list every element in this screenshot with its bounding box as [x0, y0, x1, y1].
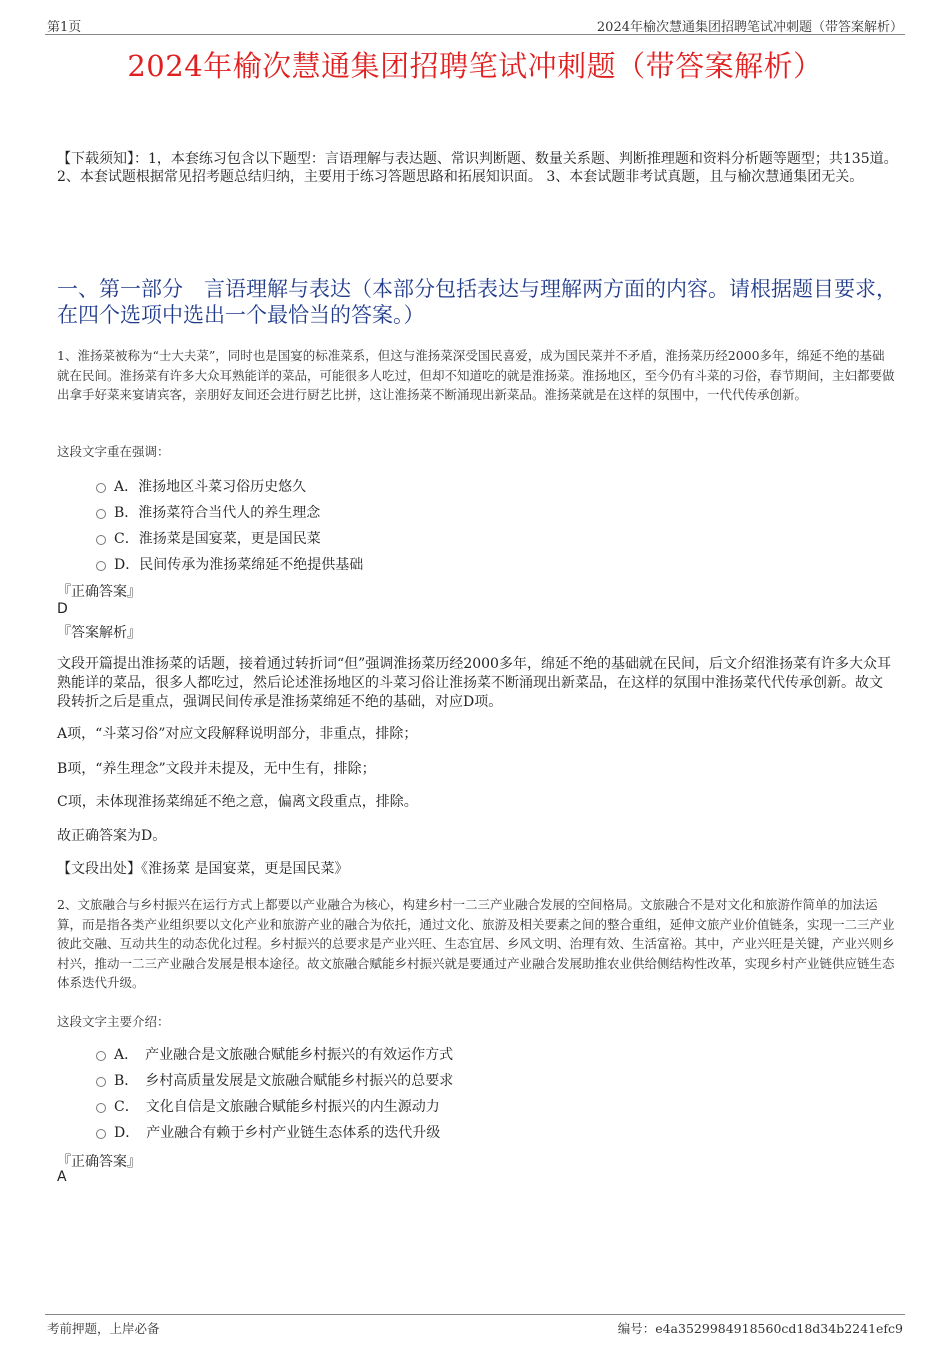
- q1-note-a: A项，“斗菜习俗”对应文段解释说明部分，非重点，排除；: [57, 726, 418, 742]
- radio-icon[interactable]: [96, 1103, 106, 1113]
- q1-option-d[interactable]: [96, 554, 363, 574]
- q2-answer: A: [57, 1169, 67, 1185]
- q2-option-b[interactable]: [96, 1070, 453, 1090]
- q2-option-a-label: A． 产业融合是文旅融合赋能乡村振兴的有效运作方式: [114, 1047, 454, 1063]
- footer-serial: 编号：e4a3529984918560cd18d34b2241efc9: [617, 1321, 903, 1336]
- radio-icon[interactable]: [96, 561, 106, 571]
- question-1-text: 1、淮扬菜被称为“士大夫菜”，同时也是国宴的标准菜系，但这与淮扬菜深受国民喜爱，成为国民菜并不矛盾，淮扬菜历经2000多年，绵延不绝的基础就在民间。淮扬菜有许多大众耳熟能详的菜品，可能很多人吃过，但却不知道吃的就是淮扬菜。淮扬地区，至今仍有斗菜的习俗，春节期间，主妇都要做出拿手好菜来宴请宾客，亲朋好友间还会进行厨艺比拼，这让淮扬菜不断涌现出新菜品。淮扬菜就是在这样的氛围中，一代代传承创新。: [57, 348, 895, 402]
- q1-option-a[interactable]: [96, 476, 306, 496]
- radio-icon[interactable]: [96, 1077, 106, 1087]
- page-footer: [45, 1314, 905, 1337]
- q2-option-d[interactable]: [96, 1122, 440, 1142]
- radio-icon[interactable]: [96, 1129, 106, 1139]
- footer-slogan: 考前押题，上岸必备: [47, 1321, 160, 1336]
- q1-option-d-label: D．民间传承为淮扬菜绵延不绝提供基础: [114, 557, 364, 573]
- q2-option-c-label: C． 文化自信是文旅融合赋能乡村振兴的内生源动力: [114, 1099, 440, 1115]
- q2-option-c[interactable]: [96, 1096, 440, 1116]
- download-notice: 【下载须知】：1，本套练习包含以下题型：言语理解与表达题、常识判断题、数量关系题、判断推理题和资料分析题等题型；共135道。 2、本套试题根据常见招考题总结归纳，主要用于练习答题思路和拓展知识面。 3、本套试题非考试真题，且与榆次慧通集团无关。: [57, 151, 898, 185]
- q1-answer-label: 『正确答案』: [57, 584, 141, 600]
- q1-analysis-label: 『答案解析』: [57, 625, 141, 641]
- question-1-prompt: 这段文字重在强调：: [57, 444, 170, 459]
- q1-note-b: B项，“养生理念”文段并未提及，无中生有，排除；: [57, 761, 376, 777]
- question-2-prompt: 这段文字主要介绍：: [57, 1014, 170, 1029]
- q2-option-a[interactable]: [96, 1044, 453, 1064]
- q1-option-b-label: B．淮扬菜符合当代人的养生理念: [114, 505, 321, 521]
- radio-icon[interactable]: [96, 535, 106, 545]
- q1-option-c[interactable]: [96, 528, 321, 548]
- q2-answer-label: 『正确答案』: [57, 1154, 141, 1170]
- q1-conclusion: 故正确答案为D。: [57, 828, 167, 844]
- section-heading: 一、第一部分 言语理解与表达（本部分包括表达与理解两方面的内容。请根据题目要求，在四个选项中选出一个最恰当的答案。）: [57, 277, 897, 327]
- radio-icon[interactable]: [96, 1051, 106, 1061]
- page-number: 第1页: [47, 20, 82, 35]
- q1-source: 【文段出处】《淮扬菜 是国宴菜，更是国民菜》: [57, 861, 349, 877]
- page-header: [45, 14, 905, 35]
- q1-option-c-label: C．淮扬菜是国宴菜，更是国民菜: [114, 531, 321, 547]
- radio-icon[interactable]: [96, 483, 106, 493]
- q1-option-b[interactable]: [96, 502, 320, 522]
- q1-note-c: C项，未体现淮扬菜绵延不绝之意，偏离文段重点，排除。: [57, 794, 418, 810]
- header-doc-title: 2024年榆次慧通集团招聘笔试冲刺题（带答案解析）: [596, 20, 903, 35]
- q2-option-d-label: D． 产业融合有赖于乡村产业链生态体系的迭代升级: [114, 1125, 441, 1141]
- radio-icon[interactable]: [96, 509, 106, 519]
- document-title: 2024年榆次慧通集团招聘笔试冲刺题（带答案解析）: [127, 49, 823, 83]
- q1-option-a-label: A．淮扬地区斗菜习俗历史悠久: [114, 479, 307, 495]
- q1-analysis: 文段开篇提出淮扬菜的话题，接着通过转折词“但”强调淮扬菜历经2000多年，绵延不绝的基础就在民间，后文介绍淮扬菜有许多大众耳熟能详的菜品，很多人都吃过，然后论述淮扬地区的斗菜习俗让淮扬菜不断涌现出新菜品，在这样的氛围中淮扬菜代代传承创新。故文段转折之后是重点，强调民间传承是淮扬菜绵延不绝的基础，对应D项。: [57, 656, 891, 710]
- question-2-text: 2、文旅融合与乡村振兴在运行方式上都要以产业融合为核心，构建乡村一二三产业融合发展的空间格局。文旅融合不是对文化和旅游作简单的加法运算，而是指各类产业组织要以文化产业和旅游产业的融合为依托，通过文化、旅游及相关要素之间的整合重组，延伸文旅产业价值链条，实现一二三产业彼此交融、互动共生的动态优化过程。乡村振兴的总要求是产业兴旺、生态宜居、乡风文明、治理有效、生活富裕。其中，产业兴旺是关键，产业兴则乡村兴，推动一二三产业融合发展是根本途径。故文旅融合赋能乡村振兴就是要通过产业融合发展助推农业供给侧结构性改革，实现乡村产业链供应链生态体系迭代升级。: [57, 897, 895, 990]
- q1-answer: D: [57, 601, 68, 617]
- q2-option-b-label: B． 乡村高质量发展是文旅融合赋能乡村振兴的总要求: [114, 1073, 454, 1089]
